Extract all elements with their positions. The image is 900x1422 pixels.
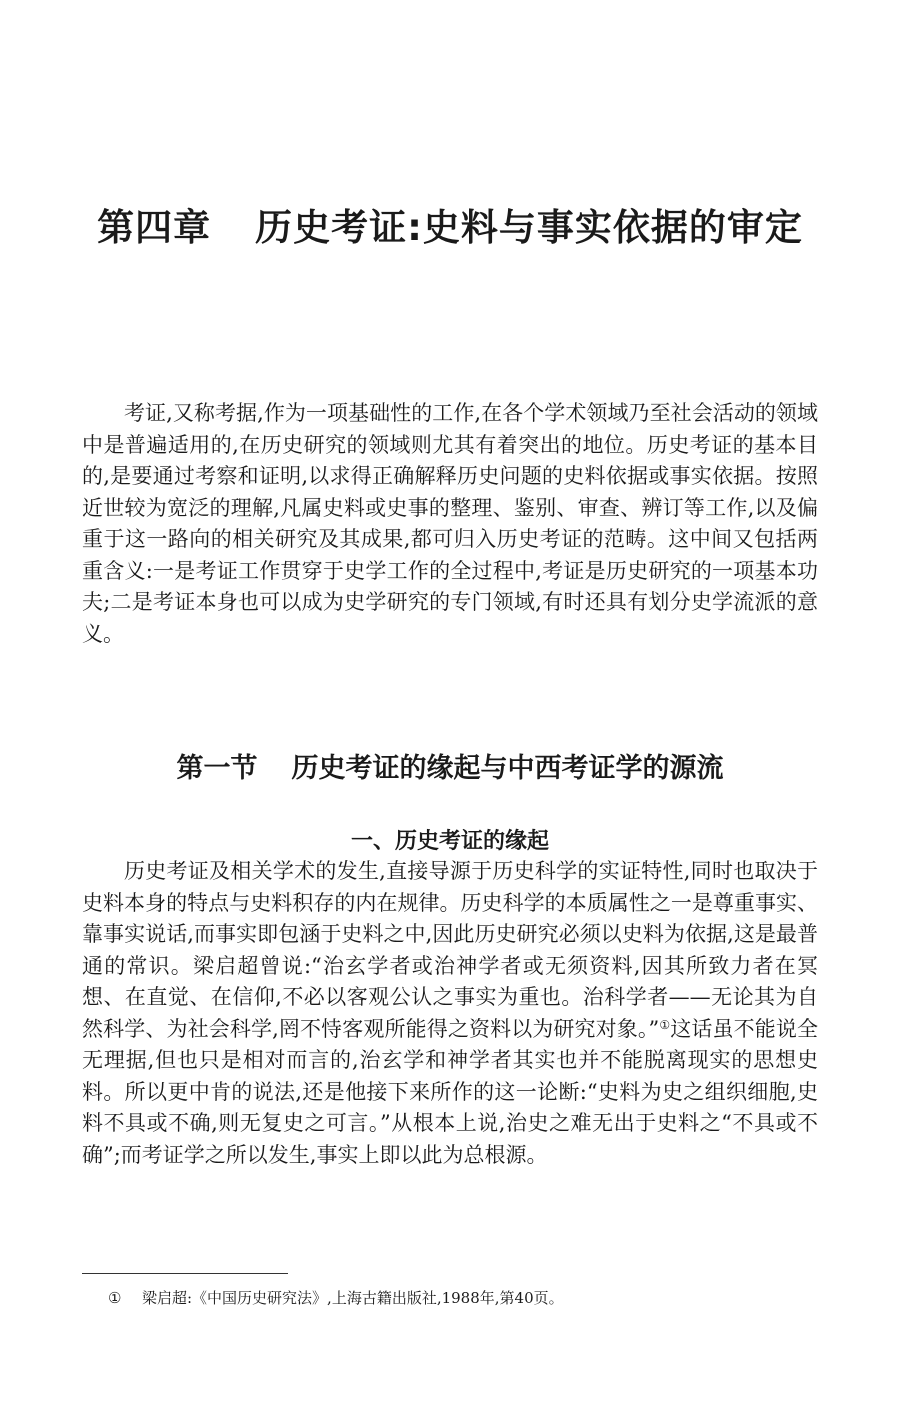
chapter-title (0, 197, 900, 251)
paragraph-text-after-ref: 这话虽不能说全无理据,但也只是相对而言的,治玄学和神学者其实也并不能脱离现实的思想史料。所以更中肯的说法,还是他接下来所作的这一论断:“史料为史之组织细胞,史料不具或不确,则无复史之可言。”从根本上说,治史之难无出于史料之“不具或不确”;而考证学之所以发生,事实上即以此为总根源。 (82, 1016, 818, 1167)
chapter-number: 第四章 (97, 205, 212, 249)
body-paragraph (82, 856, 818, 1171)
footnote-divider (82, 1273, 288, 1274)
subsection-title: 一、历史考证的缘起 (350, 829, 549, 854)
footnote-mark: ① (108, 1289, 122, 1307)
footnote-text: 梁启超:《中国历史研究法》,上海古籍出版社,1988年,第40页。 (142, 1289, 564, 1307)
paragraph-text-before-ref: 历史考证及相关学术的发生,直接导源于历史科学的实证特性,同时也取决于史料本身的特点与史料积存的内在规律。历史科学的本质属性之一是尊重事实、靠事实说话,而事实即包涵于史料之中,因此历史研究必须以史料为依据,这是最普通的常识。梁启超曾说:“治玄学者或治神学者或无须资料,因其所致力者在冥想、在直觉、在信仰,不必以客观公认之事实为重也。治科学者——无论其为自然科学、为社会科学,罔不恃客观所能得之资料以为研究对象。” (82, 859, 818, 1041)
footnote-reference[interactable]: ① (659, 1017, 671, 1032)
section-title (0, 746, 900, 785)
section-number: 第一节 (176, 753, 258, 785)
footnote (108, 1288, 808, 1308)
intro-paragraph: 考证,又称考据,作为一项基础性的工作,在各个学术领域乃至社会活动的领域中是普遍适用的,在历史研究的领域则尤其有着突出的地位。历史考证的基本目的,是要通过考察和证明,以求得正确解释历史问题的史料依据或事实依据。按照近世较为宽泛的理解,凡属史料或史事的整理、鉴别、审查、辨订等工作,以及偏重于这一路向的相关研究及其成果,都可归入历史考证的范畴。这中间又包括两重含义:一是考证工作贯穿于史学工作的全过程中,考证是历史研究的一项基本功夫;二是考证本身也可以成为史学研究的专门领域,有时还具有划分史学流派的意义。 (82, 401, 818, 646)
section-title-text: 历史考证的缘起与中西考证学的源流 (291, 753, 724, 785)
chapter-title-text: 历史考证:史料与事实依据的审定 (255, 205, 803, 249)
